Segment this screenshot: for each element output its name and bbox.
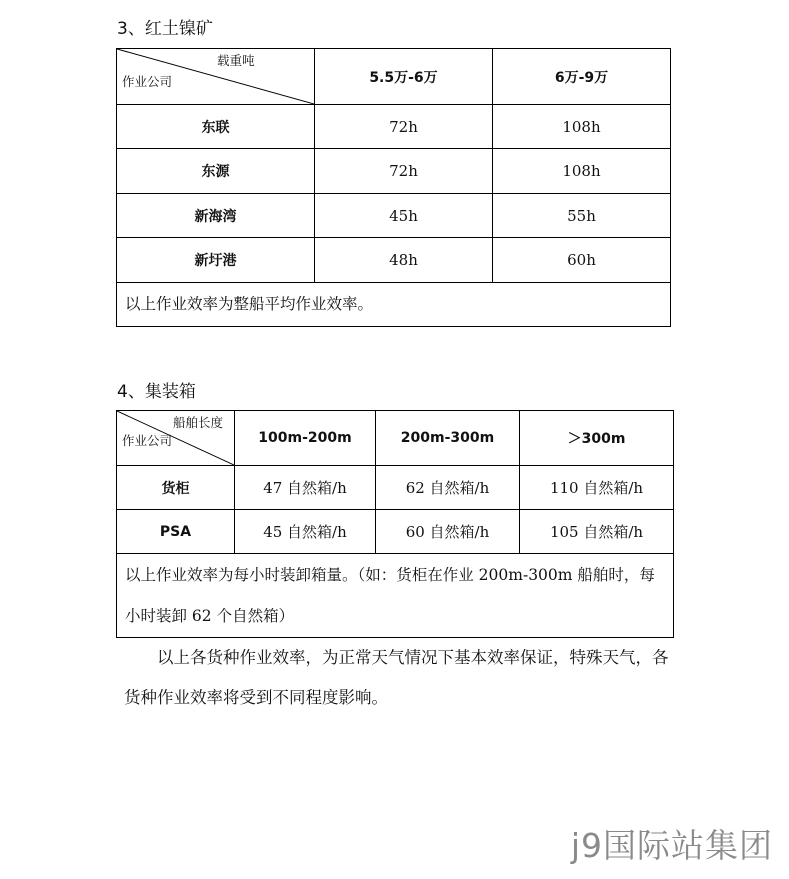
table-row: [117, 238, 671, 283]
table-row: [117, 149, 671, 194]
section-4-title: 4、集装箱: [117, 382, 196, 402]
column-header: 6万-9万: [493, 49, 671, 105]
value-cell: 45 自然箱/h: [235, 510, 376, 554]
closing-paragraph: 以上各货种作业效率，为正常天气情况下基本效率保证，特殊天气，各货种作业效率将受到不同程度影响。: [124, 648, 669, 707]
value-cell: 108h: [493, 105, 671, 149]
table-note: 以上作业效率为整船平均作业效率。: [117, 283, 671, 327]
corner-header-company: 作业公司: [122, 433, 173, 448]
value-cell: 45h: [315, 194, 493, 238]
value-cell: 47 自然箱/h: [235, 466, 376, 510]
value-cell: 110 自然箱/h: [520, 466, 674, 510]
corner-header-company: 作业公司: [122, 74, 173, 89]
value-cell: 48h: [315, 238, 493, 283]
corner-header-ship-length: 船舶长度: [173, 415, 224, 430]
table-row: [117, 194, 671, 238]
column-header: 5.5万-6万: [315, 49, 493, 105]
table-container: [116, 410, 674, 638]
value-cell: 72h: [315, 105, 493, 149]
company-cell: 东联: [117, 105, 315, 149]
column-header: 200m-300m: [376, 411, 520, 466]
watermark-text: j9国际站集团: [570, 826, 773, 865]
company-cell: 新圩港: [117, 238, 315, 283]
corner-header-tonnage: 载重吨: [217, 53, 255, 68]
value-cell: 60 自然箱/h: [376, 510, 520, 554]
value-cell: 105 自然箱/h: [520, 510, 674, 554]
column-header: ＞300m: [520, 411, 674, 466]
table-row: [117, 105, 671, 149]
table-note: 以上作业效率为每小时装卸箱量。（如：货柜在作业 200m-300m 船舶时，每小时装卸 62 个自然箱）: [117, 554, 674, 638]
value-cell: 72h: [315, 149, 493, 194]
value-cell: 60h: [493, 238, 671, 283]
value-cell: 55h: [493, 194, 671, 238]
table-row: [117, 510, 674, 554]
table-corner-cell: [117, 411, 235, 466]
table-corner-cell: [117, 49, 315, 105]
value-cell: 62 自然箱/h: [376, 466, 520, 510]
value-cell: 108h: [493, 149, 671, 194]
table-laterite-nickel: [116, 48, 671, 327]
company-cell: 东源: [117, 149, 315, 194]
company-cell: 货柜: [117, 466, 235, 510]
column-header: 100m-200m: [235, 411, 376, 466]
section-3-title: 3、红土镍矿: [117, 19, 213, 39]
company-cell: 新海湾: [117, 194, 315, 238]
table-row: [117, 466, 674, 510]
company-cell: PSA: [117, 510, 235, 554]
